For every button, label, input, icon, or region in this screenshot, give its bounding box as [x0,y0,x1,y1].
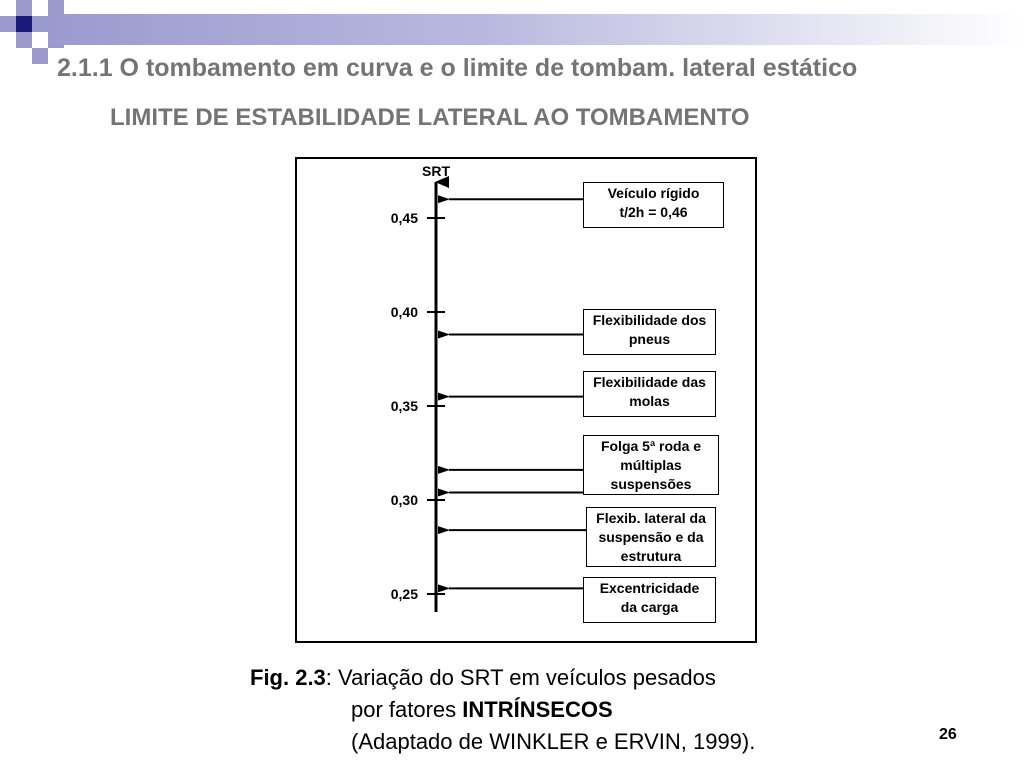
factor-label-line: Flexibilidade dos [592,312,707,328]
factor-label-line: suspensão e da [598,529,704,545]
factor-label-line: múltiplas [620,457,682,473]
srt-axis-label: SRT [422,163,450,179]
caption-line-3: (Adaptado de WINKLER e ERVIN, 1999). [351,729,756,754]
slide-subtitle: LIMITE DE ESTABILIDADE LATERAL AO TOMBAMENTO [110,104,750,131]
factor-box [583,182,724,228]
caption-emphasis: INTRÍNSECOS [462,697,613,722]
srt-tick-label: 0,45 [390,210,418,226]
caption-text-2: por fatores [351,697,463,722]
srt-tick-label: 0,25 [390,586,418,602]
page-number: 26 [939,726,957,743]
factor-box [586,507,716,567]
factor-label-line: Flexibilidade das [593,374,706,390]
srt-tick-label: 0,35 [390,398,418,414]
factor-label-line: t/2h = 0,46 [619,204,688,220]
factor-label-line: Flexib. lateral da [596,510,706,526]
slide-title: 2.1.1 O tombamento em curva e o limite de tombam. lateral estático [57,54,858,82]
caption-line-1 [250,665,716,691]
caption-text-1: : Variação do SRT em veículos pesados [325,665,716,690]
factor-box [583,371,716,417]
factor-label-line: molas [629,393,670,409]
factor-box [583,577,716,623]
factor-label-line: estrutura [620,548,682,564]
figure-label: Fig. 2.3 [250,665,326,690]
caption-line-2 [351,697,613,723]
factor-label-line: Veículo rígido [607,185,700,201]
factor-box [583,435,719,495]
factor-label-line: pneus [628,331,671,347]
factor-label-line: suspensões [610,476,692,492]
factor-label-line: Folga 5ª roda e [600,438,702,454]
factor-label-line: Excentricidade [599,580,700,596]
srt-tick-label: 0,40 [390,304,418,320]
factor-box [583,309,716,355]
srt-tick-label: 0,30 [390,492,418,508]
factor-label-line: da carga [620,599,679,615]
